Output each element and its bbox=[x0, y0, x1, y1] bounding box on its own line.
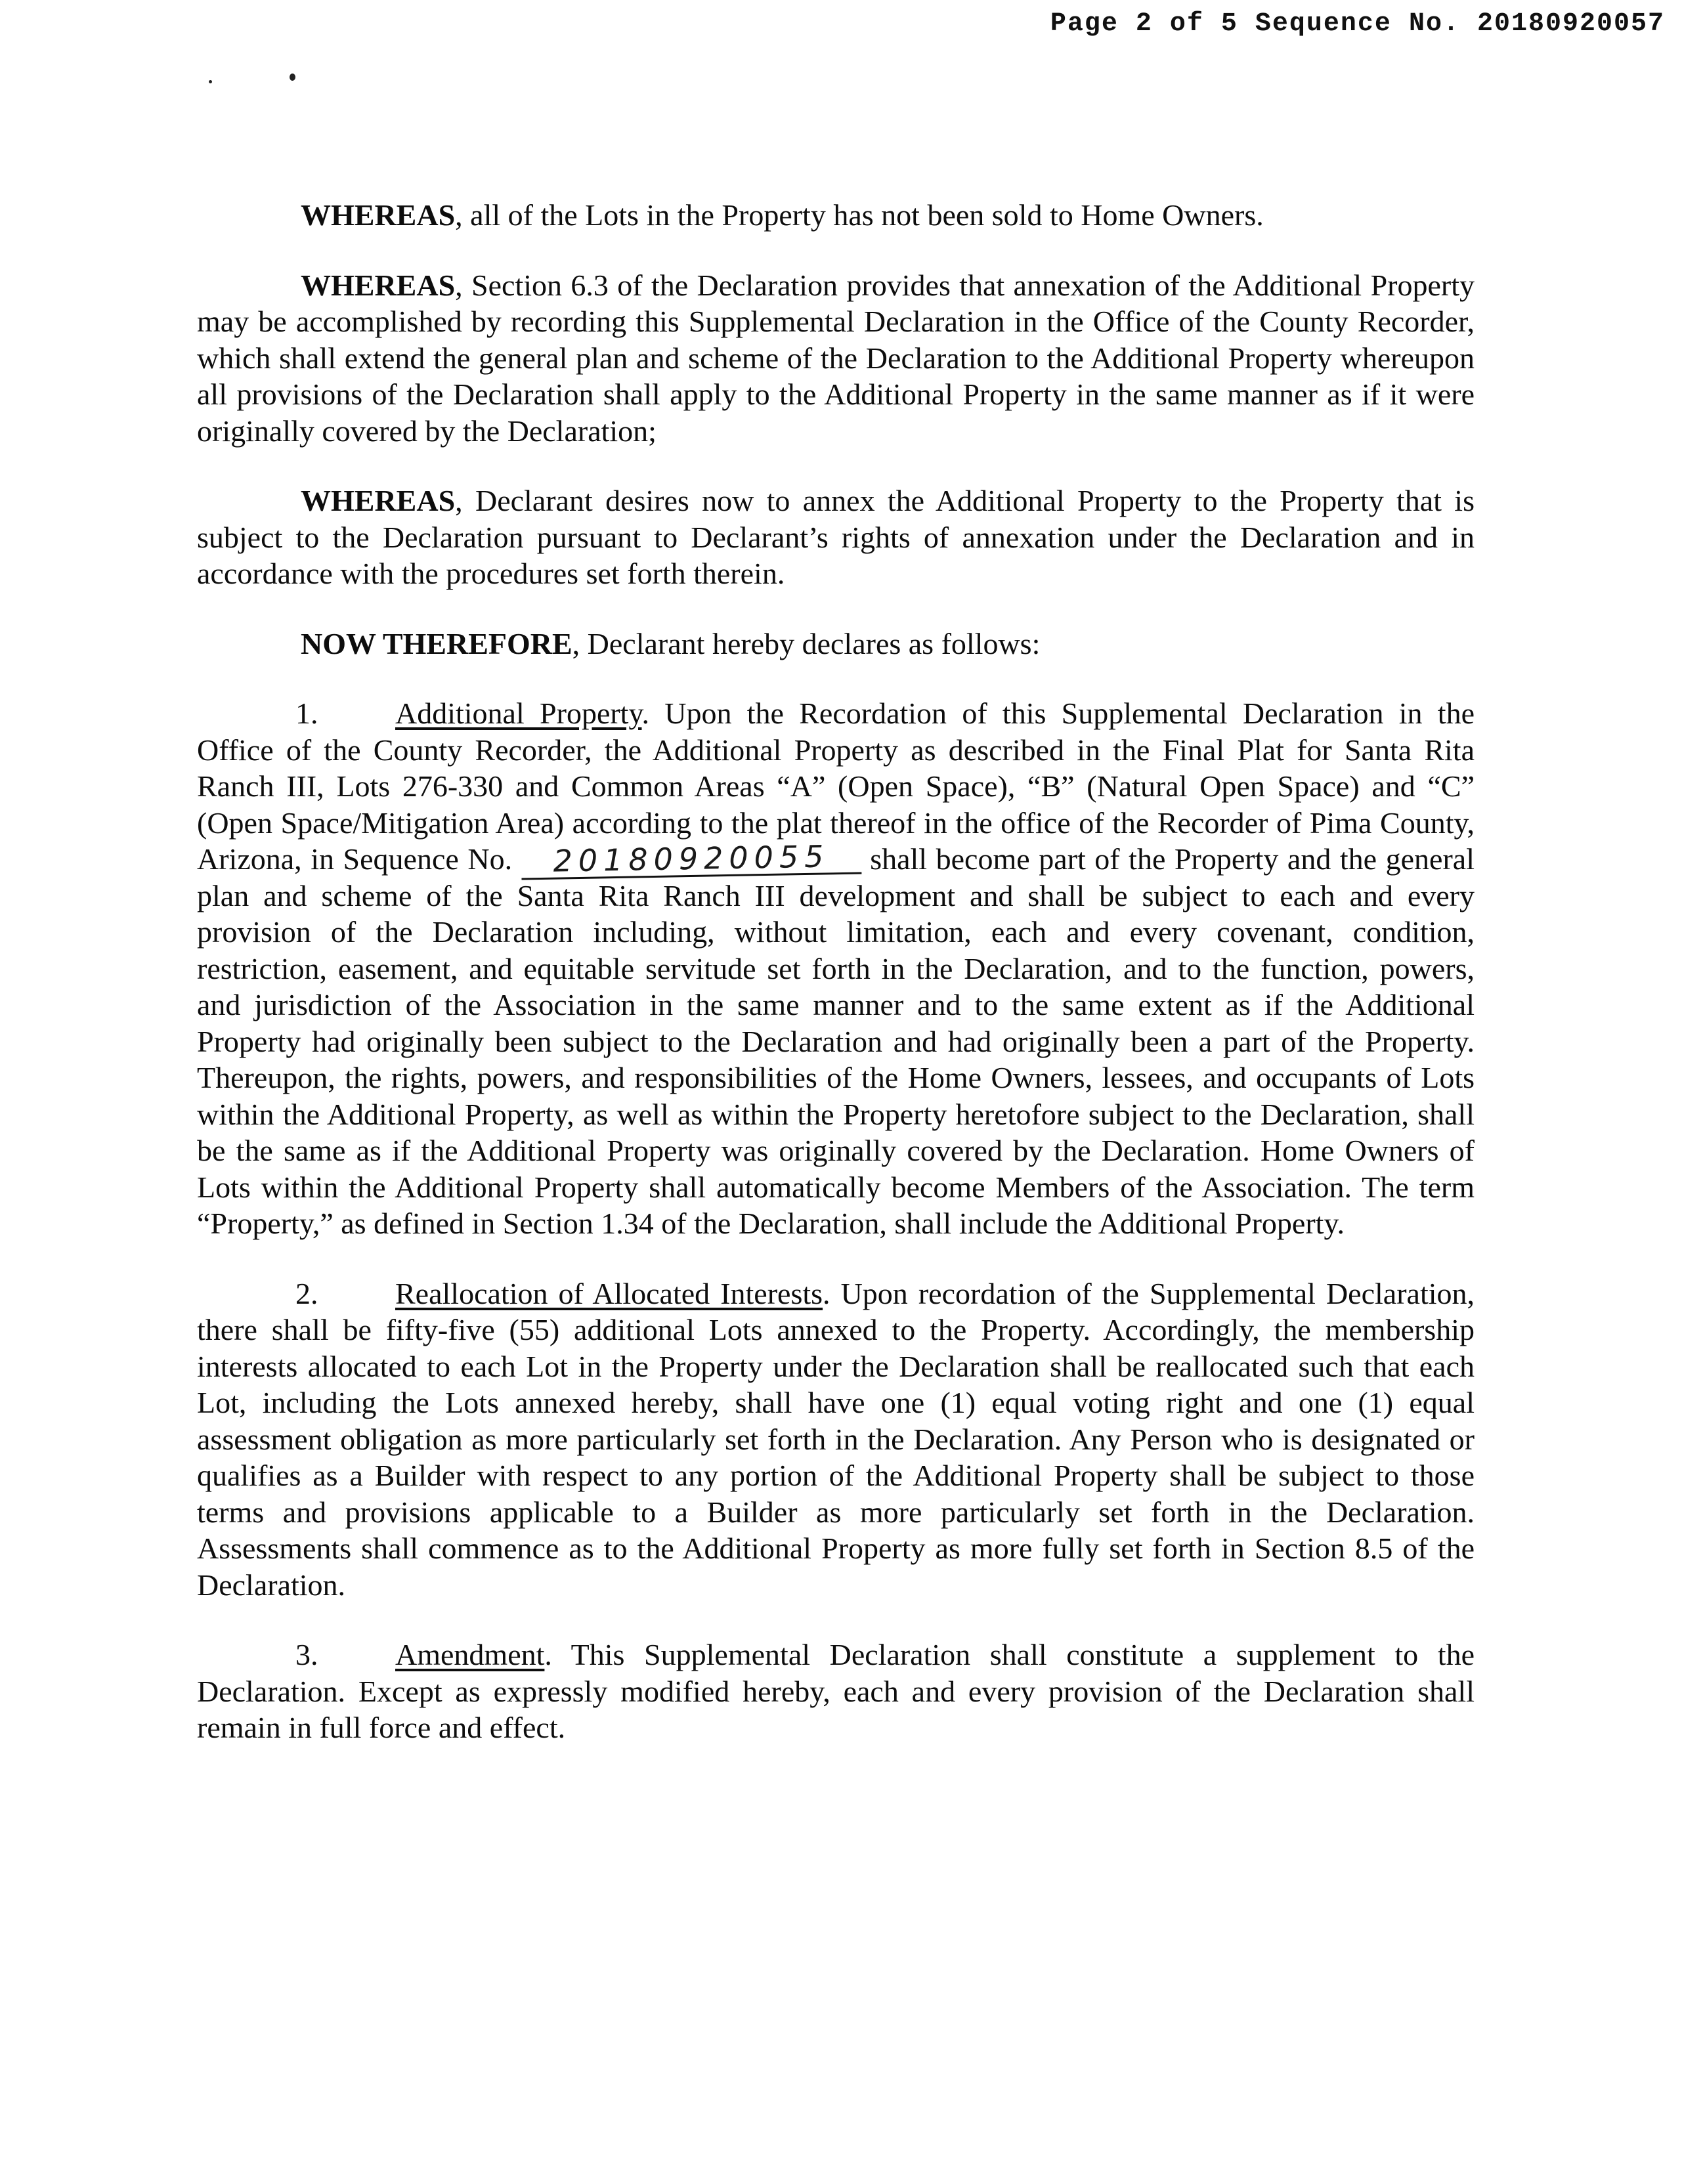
section-3-heading: Amendment bbox=[395, 1638, 545, 1671]
section-2-number: 2. bbox=[295, 1276, 318, 1310]
section-3-paragraph bbox=[197, 1637, 1475, 1746]
whereas-keyword: WHEREAS bbox=[301, 484, 456, 517]
section-1-text-before: . Upon the Recordation of this Supplemental Declaration in the Office of the County Recorder, the Additional Property as described in the Final Plat for Santa Rita Ranch III, Lots 276-330 and Common Areas “A” (Open Space), “B” (Natural Open Space) and “C” (Open Space/Mitigation Area) according to the plat thereof in the office of the Recorder of Pima County, Arizona, in Sequence No. bbox=[197, 696, 1475, 876]
scan-speck bbox=[209, 80, 212, 83]
section-1-number: 1. bbox=[295, 696, 318, 730]
section-1-paragraph bbox=[197, 695, 1475, 1242]
section-1-text-after: shall become part of the Property and the general plan and scheme of the Santa Rita Ranch III development and shall be subject to each and every provision of the Declaration including, without limitation, each and every covenant, condition, restriction, easement, and equitable servitude set forth in the Declaration, and to the function, powers, and jurisdiction of the Association in the same manner and to the same extent as if the Additional Property had originally been subject to the Declaration and had originally been a part of the Property. Thereupon, the rights, powers, and responsibilities of the Home Owners, lessees, and occupants of Lots within the Additional Property, as well as within the Property heretofore subject to the Declaration, shall be the same as if the Additional Property was originally covered by the Declaration. Home Owners of Lots within the Additional Property shall automatically become Members of the Association. The term “Property,” as defined in Section 1.34 of the Declaration, shall include the Additional Property. bbox=[197, 842, 1475, 1240]
section-3-text: . This Supplemental Declaration shall constitute a supplement to the Declaration. Except as expressly modified hereby, each and every provision of the Declaration shall remain in full force and effect. bbox=[197, 1638, 1475, 1744]
now-therefore-keyword: NOW THEREFORE bbox=[301, 626, 572, 660]
whereas-keyword: WHEREAS bbox=[301, 198, 456, 232]
section-3-number: 3. bbox=[295, 1638, 318, 1671]
handwritten-sequence-number: 20180920055 bbox=[521, 839, 861, 880]
now-therefore-text: , Declarant hereby declares as follows: bbox=[572, 626, 1041, 660]
now-therefore-paragraph bbox=[197, 626, 1475, 662]
whereas-text: , all of the Lots in the Property has not been sold to Home Owners. bbox=[455, 198, 1264, 232]
section-2-heading: Reallocation of Allocated Interests bbox=[395, 1276, 823, 1310]
section-2-text: . Upon recordation of the Supplemental Declaration, there shall be fifty-five (55) additional Lots annexed to the Property. Accordingly, the membership interests allocated to each Lot in the Property under the Declaration shall be reallocated such that each Lot, including the Lots annexed hereby, shall have one (1) equal voting right and one (1) equal assessment obligation as more particularly set forth in the Declaration. Any Person who is designated or qualifies as a Builder with respect to any portion of the Additional Property shall be subject to those terms and provisions applicable to a Builder as more particularly set forth in the Declaration. Assessments shall commence as to the Additional Property as more fully set forth in Section 8.5 of the Declaration. bbox=[197, 1276, 1475, 1602]
document-body bbox=[197, 197, 1475, 1746]
whereas-text: , Section 6.3 of the Declaration provides that annexation of the Additional Property may be accomplished by recording this Supplemental Declaration in the Office of the County Recorder, which shall extend the general plan and scheme of the Declaration to the Additional Property whereupon all provisions of the Declaration shall apply to the Additional Property in the same manner as if it were originally covered by the Declaration; bbox=[197, 268, 1475, 448]
whereas-paragraph-1 bbox=[197, 197, 1475, 234]
section-1-heading: Additional Property bbox=[395, 696, 642, 730]
whereas-paragraph-2 bbox=[197, 267, 1475, 450]
whereas-keyword: WHEREAS bbox=[301, 268, 456, 302]
whereas-paragraph-3 bbox=[197, 482, 1475, 592]
page-sequence-header: Page 2 of 5 Sequence No. 20180920057 bbox=[1050, 9, 1665, 39]
whereas-text: , Declarant desires now to annex the Additional Property to the Property that is subject to the Declaration pursuant to Declarant’s rights of annexation under the Declaration and in accordance with the procedures set forth therein. bbox=[197, 484, 1475, 590]
scan-speck bbox=[290, 74, 295, 81]
section-2-paragraph bbox=[197, 1275, 1475, 1604]
